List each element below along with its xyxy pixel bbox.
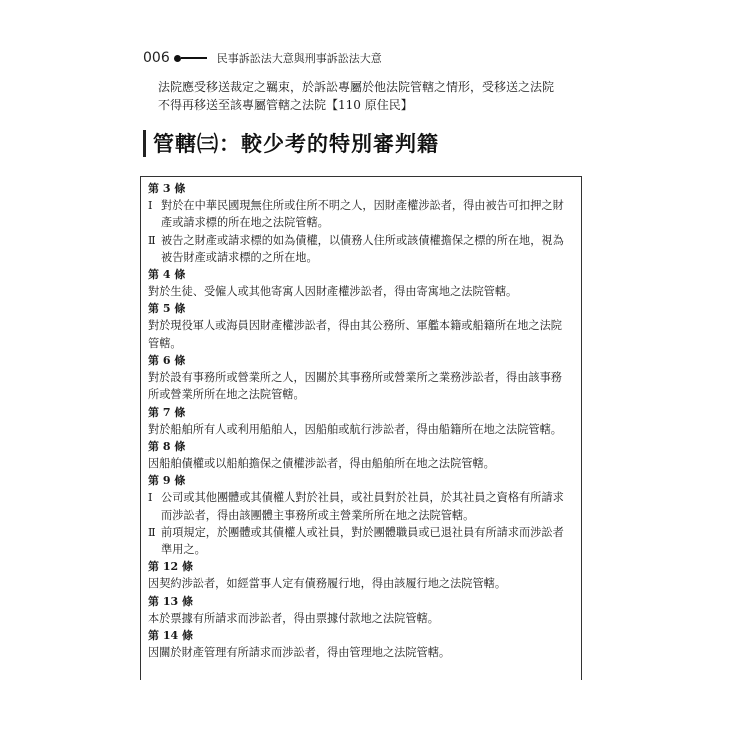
article-label: 第 6 條 [148,354,186,368]
paragraph-number: Ⅱ [148,525,156,539]
article-paragraph [148,197,573,232]
intro-line: 法院應受移送裁定之羈束，於訴訟專屬於他法院管轄之情形，受移送之法院 [158,80,555,94]
article-label: 第 7 條 [148,405,186,419]
article-text: 對於設有事務所或營業所之人，因關於其事務所或營業所之業務涉訟者，得由該事務所或營業所所在地之法院管轄。 [148,371,562,402]
paragraph-number: Ⅰ [148,199,153,212]
statute-box [140,176,582,680]
article-text: 對於生徒、受僱人或其他寄寓人因財產權涉訟者，得由寄寓地之法院管轄。 [148,285,518,299]
article-text: 因關於財產管理有所請求而涉訟者，得由管理地之法院管轄。 [148,646,451,660]
article-label: 第 5 條 [148,302,186,316]
article-text: 本於票據有所請求而涉訟者，得由票據付款地之法院管轄。 [148,611,439,625]
article-text: 對於現役軍人或海員因財產權涉訟者，得由其公務所、軍艦本籍或船籍所在地之法院管轄。 [148,319,562,350]
article-text: 對於船舶所有人或利用船舶人，因船舶或航行涉訟者，得由船籍所在地之法院管轄。 [148,422,562,436]
running-header [143,48,382,68]
paragraph-text: 公司或其他團體或其債權人對於社員，或社員對於社員，於其社員之資格有所請求而涉訟者，得由該團體主事務所或主營業所所在地之法院管轄。 [161,491,564,522]
article-label: 第 9 條 [148,474,186,488]
article-label: 第 12 條 [148,560,193,574]
paragraph-number: Ⅱ [148,233,156,247]
intro-line: 不得再移送至該專屬管轄之法院【110 原住民】 [158,98,413,112]
intro-paragraph [158,78,578,114]
paragraph-number: Ⅰ [148,491,153,505]
section-bar [143,130,146,157]
article-text: 因船舶債權或以船舶擔保之債權涉訟者，得由船舶所在地之法院管轄。 [148,456,495,470]
header-rule [174,55,213,62]
article-paragraph [148,232,573,267]
section-title: 管轄㈢：較少考的特別審判籍 [153,131,439,156]
book-title: 民事訴訟法大意與刑事訴訟法大意 [216,52,382,65]
article-paragraph [148,489,573,524]
article-text: 因契約涉訟者，如經當事人定有債務履行地，得由該履行地之法院管轄。 [148,577,507,591]
page-number: 006 [143,50,170,66]
article-label: 第 13 條 [148,594,193,608]
paragraph-text: 被告之財產或請求標的如為債權，以債務人住所或該債權擔保之標的所在地，視為被告財產或請求標的之所在地。 [161,233,564,264]
article-label: 第 14 條 [148,629,193,643]
article-label: 第 3 條 [148,182,186,195]
article-paragraph [148,524,573,559]
paragraph-text: 對於在中華民國現無住所或住所不明之人，因財產權涉訟者，得由被告可扣押之財產或請求標的所在地之法院管轄。 [161,199,564,230]
article-label: 第 8 條 [148,439,186,453]
section-heading [143,128,439,158]
paragraph-text: 前項規定，於團體或其債權人或社員，對於團體職員或已退社員有所請求而涉訟者準用之。 [161,525,564,557]
article-label: 第 4 條 [148,268,186,282]
